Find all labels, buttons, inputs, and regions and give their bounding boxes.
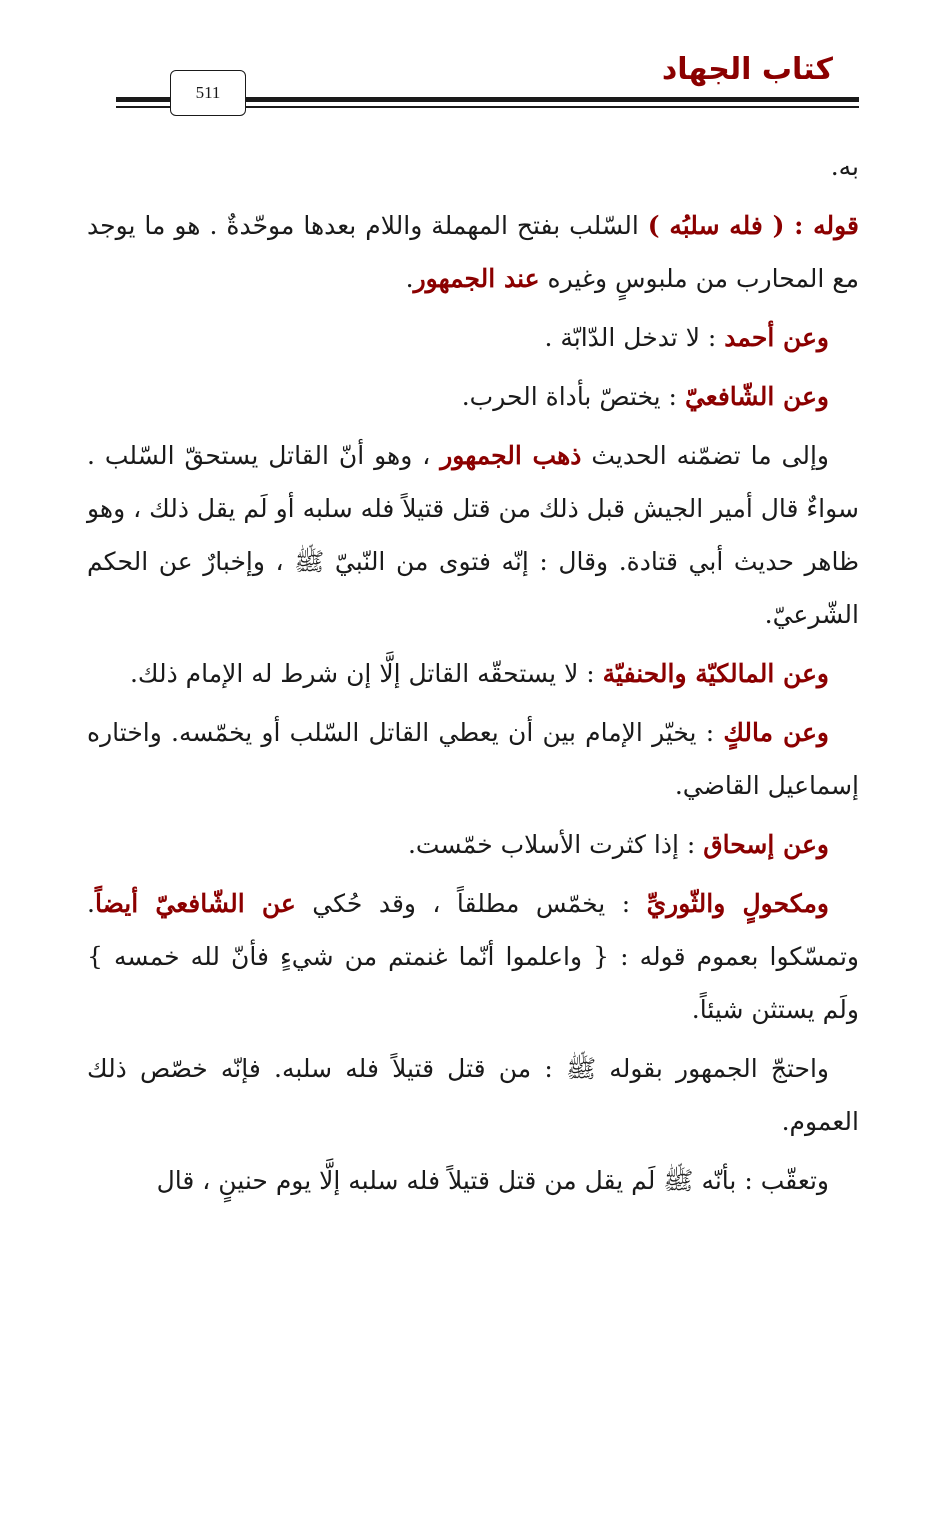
paragraph	[87, 877, 859, 1036]
text-run: . وتمسّكوا بعموم قوله : { واعلموا أنّما غنمتم من شيءٍ فأنّ لله خمسه } ولَم يستثن شيئاً.	[87, 889, 859, 1024]
text-run: وإلى ما تضمّنه الحديث	[581, 441, 829, 470]
highlighted-term: وعن المالكيّة والحنفيّة	[602, 659, 829, 688]
paragraph	[87, 1042, 859, 1148]
highlighted-term: ومكحولٍ والثّوريِّ	[646, 889, 829, 918]
text-run: .	[405, 264, 414, 293]
page-header	[0, 0, 945, 130]
text-run: به.	[830, 152, 859, 181]
paragraph	[87, 429, 859, 641]
paragraph	[87, 1154, 859, 1207]
text-run: السّلب بفتح المهملة واللام بعدها موحّدةٌ . هو ما يوجد مع المحارب من ملبوسٍ وغيره	[87, 211, 859, 293]
text-run: واحتجّ الجمهور بقوله ﷺ : من قتل قتيلاً فله سلبه. فإنّه خصّص ذلك العموم.	[87, 1054, 859, 1136]
text-run: : لا يستحقّه القاتل إلَّا إن شرط له الإمام ذلك.	[129, 659, 603, 688]
paragraph	[87, 140, 859, 193]
text-run: : يختصّ بأداة الحرب.	[461, 382, 685, 411]
highlighted-term: ذهب الجمهور	[440, 441, 582, 470]
paragraph	[87, 706, 859, 812]
text-run: : لا تدخل الدّابّة .	[544, 323, 725, 352]
page-body	[87, 140, 859, 1213]
highlighted-term: وعن إسحاق	[703, 830, 829, 859]
text-run: : إذا كثرت الأسلاب خمّست.	[407, 830, 704, 859]
highlighted-term: وعن مالكٍ	[723, 718, 829, 747]
paragraph	[87, 818, 859, 871]
paragraph	[87, 199, 859, 305]
book-title: كتاب الجهاد	[661, 52, 833, 87]
highlighted-term: وعن الشّافعيّ	[684, 382, 829, 411]
paragraph	[87, 311, 859, 364]
paragraph	[87, 647, 859, 700]
highlighted-term: عند الجمهور	[413, 264, 540, 293]
highlighted-term: عن الشّافعيّ أيضاً	[94, 889, 296, 918]
text-run: وتعقّب : بأنّه ﷺ لَم يقل من قتل قتيلاً فله سلبه إلَّا يوم حنينٍ ، قال	[156, 1166, 829, 1195]
text-run: : يخمّس مطلقاً ، وقد حُكي	[295, 889, 647, 918]
page-number: 511	[170, 70, 246, 116]
highlighted-term: قوله : ( فله سلبُه )	[647, 211, 859, 240]
paragraph	[87, 370, 859, 423]
text-run: : يخيّر الإمام بين أن يعطي القاتل السّلب أو يخمّسه. واختاره إسماعيل القاضي.	[87, 718, 859, 800]
highlighted-term: وعن أحمد	[724, 323, 829, 352]
text-run: ، وهو أنّ القاتل يستحقّ السّلب . سواءٌ قال أمير الجيش قبل ذلك من قتل قتيلاً فله سلبه أو لَم يقل ذلك ، وهو ظاهر حديث أبي قتادة. وقال : إنّه فتوى من النّبيّ ﷺ ، وإخبارٌ عن الحكم الشّرعيّ.	[87, 441, 859, 629]
